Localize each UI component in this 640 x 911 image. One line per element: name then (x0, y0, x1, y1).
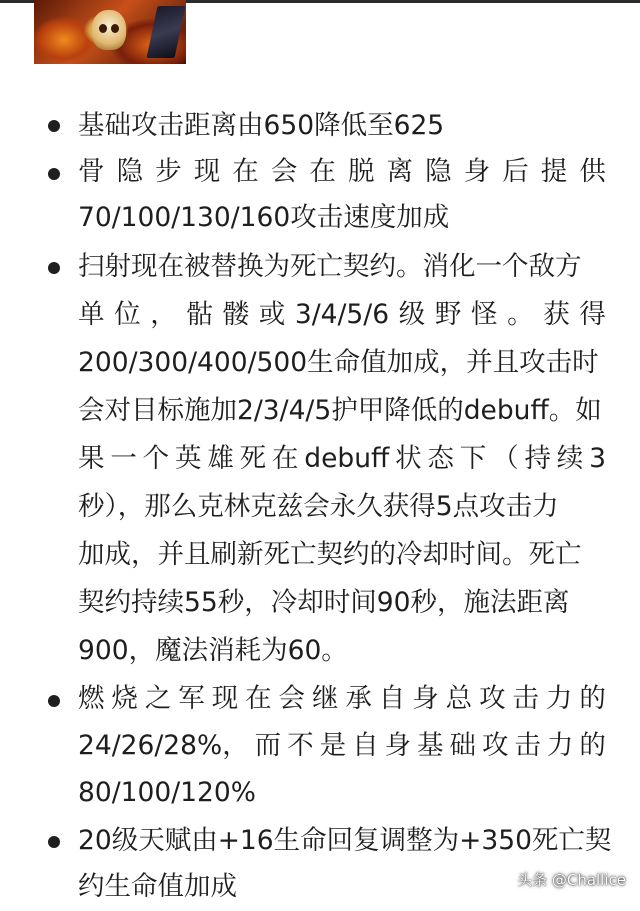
watermark-label: 头条 @Challice (517, 871, 626, 889)
item-text-line: 900，魔法消耗为60。 (78, 635, 348, 666)
item-text-line: 扫射现在被替换为死亡契约。消化一个敌方 (78, 251, 582, 282)
item-text-line: 果 一 个 英 雄 死 在 debuff 状 态 下 （ 持 续 3 (78, 443, 606, 474)
item-text-line: 70/100/130/160攻击速度加成 (78, 202, 450, 233)
item-text-line: 加成，并且刷新死亡契约的冷却时间。死亡 (78, 539, 582, 570)
item-text-line: 秒），那么克林克兹会永久获得5点攻击力 (78, 491, 559, 522)
item-text-line: 骨 隐 步 现 在 会 在 脱 离 隐 身 后 提 供 (78, 156, 606, 187)
item-text-line: 契约持续55秒，冷却时间90秒，施法距离 (78, 587, 570, 618)
item-text-line: 单 位 ， 骷 髅 或 3/4/5/6 级 野 怪 。 获 得 (78, 299, 606, 330)
item-text-line: 燃 烧 之 军 现 在 会 继 承 自 身 总 攻 击 力 的 (78, 683, 606, 714)
bullet-icon (48, 262, 60, 274)
bullet-icon (48, 836, 60, 848)
item-text-line: 会对目标施加2/3/4/5护甲降低的debuff。如 (78, 395, 602, 426)
item-text-line: 200/300/400/500生命值加成，并且攻击时 (78, 347, 599, 378)
item-text-line: 基础攻击距离由650降低至625 (78, 110, 445, 141)
item-text-line: 约生命值加成 (78, 871, 237, 902)
item-text-line: 24/26/28%， 而 不 是 自 身 基 础 攻 击 力 的 (78, 730, 606, 761)
bullet-icon (48, 695, 60, 707)
item-text-line: 20级天赋由+16生命回复调整为+350死亡契 (78, 825, 612, 856)
bullet-icon (48, 168, 60, 180)
bullet-icon (48, 120, 60, 132)
item-text-line: 80/100/120% (78, 777, 256, 808)
